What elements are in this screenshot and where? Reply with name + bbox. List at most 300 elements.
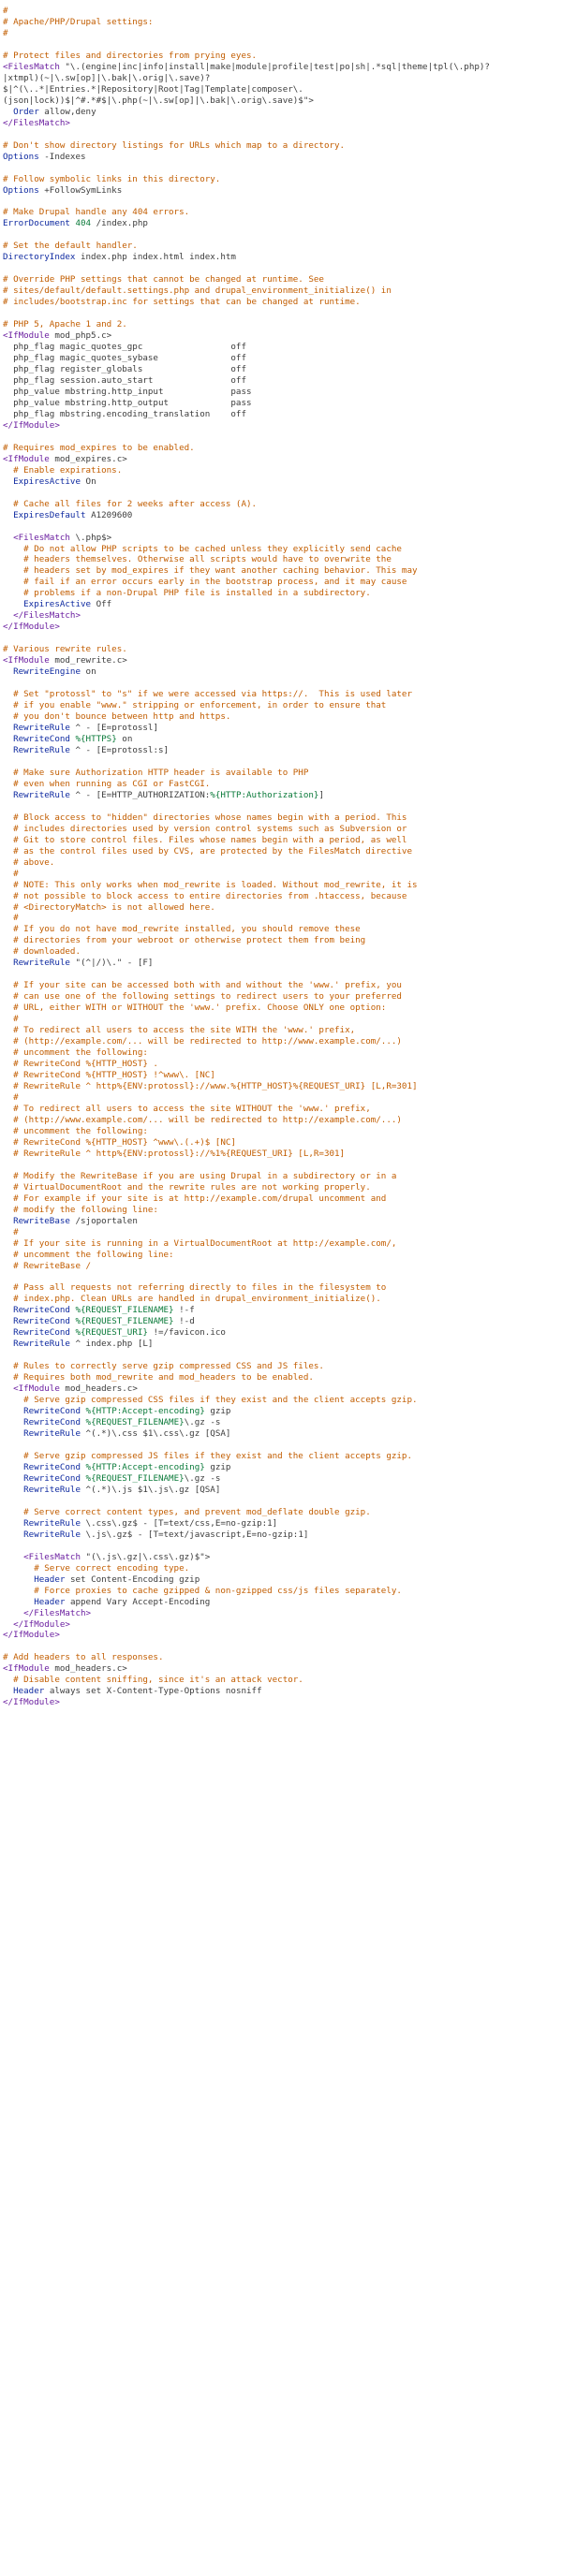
comment-text: # Set "protossl" to "s" if we were accessed via https://. This is used later: [3, 689, 412, 700]
comment-text: # Make Drupal handle any 404 errors.: [3, 207, 190, 218]
code-text: [3, 666, 13, 677]
code-line: [3, 163, 562, 174]
code-text: allow,deny: [38, 106, 96, 117]
code-line: [3, 1316, 562, 1327]
comment-text: # Add headers to all responses.: [3, 1652, 164, 1663]
comment-text: # Various rewrite rules.: [3, 644, 127, 655]
code-text: \.gz -s: [184, 1472, 221, 1484]
directive-keyword: Options: [3, 151, 39, 162]
code-text: [3, 476, 13, 487]
code-text: !-f: [173, 1305, 195, 1316]
code-text: /index.php: [91, 218, 148, 229]
code-text: [3, 1216, 13, 1226]
code-line: [3, 1081, 562, 1092]
code-line: [3, 756, 562, 768]
code-line: [3, 1350, 562, 1361]
directive-keyword: RewriteRule: [23, 1517, 81, 1529]
code-line: [3, 1339, 562, 1350]
comment-text: # headers set by mod_expires if they want another caching behavior. This may: [3, 565, 418, 577]
code-line: [3, 465, 562, 476]
code-line: [3, 398, 562, 409]
code-line: [3, 599, 562, 610]
code-line: [3, 285, 562, 297]
code-line: [3, 409, 562, 420]
code-line: [3, 1406, 562, 1417]
code-text: [3, 1619, 13, 1630]
code-line: [3, 1462, 562, 1473]
comment-text: # modify the following line:: [3, 1204, 158, 1215]
code-text: set Content-Encoding gzip: [65, 1573, 200, 1585]
directive-keyword: ExpiresActive: [23, 599, 92, 610]
env-variable: %{REQUEST_URI}: [75, 1327, 148, 1339]
code-line: [3, 241, 562, 252]
code-text: ^(.*)\.css $1\.css\.gz [QSA]: [81, 1428, 231, 1440]
code-text: [3, 745, 13, 755]
code-text: always set X-Content-Type-Options nosniff: [44, 1686, 262, 1697]
code-line: [3, 958, 562, 969]
code-text: php_flag session.auto_start off: [3, 374, 246, 386]
code-line: [3, 152, 562, 163]
env-variable: %{HTTP:Accept-encoding}: [85, 1461, 205, 1472]
directive-keyword: RewriteCond: [13, 1305, 70, 1316]
code-line: [3, 6, 562, 17]
code-line: [3, 554, 562, 565]
comment-text: # Override PHP settings that cannot be changed at runtime. See: [3, 274, 324, 285]
code-line: [3, 218, 562, 229]
directive-keyword: RewriteRule: [23, 1529, 81, 1540]
code-line: [3, 521, 562, 533]
code-line: [3, 1507, 562, 1518]
code-text: [3, 1339, 13, 1349]
comment-text: # PHP 5, Apache 1 and 2.: [3, 319, 127, 330]
directive-keyword: RewriteRule: [13, 789, 70, 800]
directive-keyword: RewriteRule: [13, 723, 70, 733]
code-text: [3, 1552, 23, 1562]
code-line: [3, 1238, 562, 1250]
code-line: [3, 510, 562, 521]
code-line: [3, 1149, 562, 1160]
code-line: [3, 174, 562, 185]
code-text: on: [116, 733, 133, 744]
code-text: -Indexes: [38, 151, 86, 162]
directive-keyword: RewriteRule: [23, 1428, 81, 1440]
number-literal: 404: [75, 218, 92, 229]
code-text: ]: [318, 789, 325, 800]
directive-keyword: ExpiresActive: [13, 476, 81, 487]
code-text: ^ - [E=HTTP_AUTHORIZATION:: [69, 789, 211, 800]
comment-text: # fail if an error occurs early in the bootstrap process, and it may cause: [3, 577, 407, 588]
directive-keyword: RewriteCond: [13, 1327, 70, 1339]
code-line: [3, 1485, 562, 1496]
code-line: [3, 935, 562, 946]
comment-text: # Serve gzip compressed CSS files if they exist and the client accepts gzip.: [3, 1395, 418, 1406]
code-line: [3, 1160, 562, 1171]
comment-text: # Git to store control files. Files whose names begin with a period, as well: [3, 834, 407, 845]
code-line: [3, 1271, 562, 1282]
code-line: [3, 1372, 562, 1383]
code-line: [3, 1686, 562, 1697]
section-tag: <IfModule: [3, 1663, 50, 1675]
code-line: [3, 1261, 562, 1272]
code-line: [3, 1440, 562, 1451]
code-text: mod_rewrite.c>: [49, 655, 127, 666]
directive-keyword: RewriteRule: [13, 1339, 70, 1350]
section-tag: <IfModule: [3, 453, 50, 464]
code-line: [3, 1518, 562, 1530]
code-line: [3, 824, 562, 835]
env-variable: %{REQUEST_FILENAME}: [75, 1316, 174, 1327]
comment-text: # If your site is running in a VirtualDocumentRoot at http://example.com/,: [3, 1237, 397, 1249]
code-text: gzip: [204, 1461, 231, 1472]
comment-text: # Modify the RewriteBase if you are using Drupal in a subdirectory or in a: [3, 1170, 397, 1181]
code-line: [3, 229, 562, 241]
comment-text: # Block access to "hidden" directories whose names begin with a period. This: [3, 812, 407, 823]
code-text: A1209600: [85, 509, 133, 520]
code-line: [3, 1227, 562, 1238]
section-tag: <FilesMatch: [23, 1551, 81, 1562]
directive-keyword: Order: [13, 106, 39, 117]
code-line: [3, 622, 562, 633]
code-text: [3, 1305, 13, 1315]
comment-text: # RewriteRule ^ http%{ENV:protossl}://%1%{REQUEST_URI} [L,R=301]: [3, 1148, 346, 1159]
code-line: [3, 185, 562, 197]
code-line: [3, 1641, 562, 1652]
comment-text: # Disable content sniffing, since it's an attack vector.: [3, 1675, 303, 1686]
directive-keyword: RewriteRule: [13, 958, 70, 969]
comment-text: # RewriteCond %{HTTP_HOST} ^www\.(.+)$ [NC]: [3, 1136, 236, 1148]
code-text: [3, 1518, 23, 1529]
section-tag: </FilesMatch>: [23, 1607, 92, 1618]
code-line: [3, 723, 562, 734]
code-text: mod_headers.c>: [49, 1663, 127, 1675]
directive-keyword: RewriteBase: [13, 1215, 70, 1226]
code-line: [3, 1428, 562, 1440]
comment-text: # as the control files used by CVS, are protected by the FilesMatch directive: [3, 845, 412, 856]
code-line: [3, 499, 562, 510]
code-line: [3, 1574, 562, 1586]
code-text: mod_headers.c>: [59, 1383, 138, 1395]
section-tag: <IfModule: [3, 655, 50, 666]
code-line: [3, 443, 562, 454]
code-line: [3, 1250, 562, 1261]
comment-text: # For example if your site is at http://example.com/drupal uncomment and: [3, 1193, 387, 1204]
code-text: (json|lock))$|^#.*#$|\.php(~|\.sw[op]|\.bak|\.orig\.save)$">: [3, 95, 314, 106]
comment-text: # Do not allow PHP scripts to be cached unless they explicitly send cache: [3, 543, 402, 554]
comment-text: # If your site can be accessed both with and without the 'www.' prefix, you: [3, 980, 402, 991]
code-line: [3, 768, 562, 779]
code-text: [3, 1530, 23, 1540]
env-variable: %{REQUEST_FILENAME}: [75, 1305, 174, 1316]
code-line: [3, 129, 562, 140]
code-line: [3, 1619, 562, 1631]
code-text: [3, 1485, 23, 1495]
code-text: [3, 958, 13, 968]
code-line: [3, 84, 562, 95]
comment-text: #: [3, 1091, 19, 1103]
code-text: [3, 1316, 13, 1326]
code-line: [3, 1630, 562, 1641]
comment-text: # Serve gzip compressed JS files if they exist and the client accepts gzip.: [3, 1450, 412, 1461]
code-line: [3, 1417, 562, 1428]
code-line: [3, 846, 562, 857]
code-line: [3, 330, 562, 342]
code-line: [3, 1541, 562, 1552]
section-tag: </IfModule>: [3, 1630, 60, 1641]
code-text: [3, 1327, 13, 1338]
code-line: [3, 1395, 562, 1406]
section-tag: </IfModule>: [13, 1618, 70, 1630]
code-text: [3, 1608, 23, 1618]
code-text: php_flag magic_quotes_sybase off: [3, 353, 246, 364]
code-text: append Vary Accept-Encoding: [65, 1596, 211, 1607]
code-text: [3, 734, 13, 744]
code-line: [3, 1530, 562, 1541]
code-text: index.php index.html index.htm: [75, 252, 236, 263]
comment-text: # Apache/PHP/Drupal settings:: [3, 16, 154, 27]
code-line: [3, 544, 562, 555]
code-line: [3, 1047, 562, 1059]
code-text: "(^|/)\." - [F]: [69, 958, 154, 969]
code-line: [3, 1451, 562, 1462]
directive-keyword: RewriteRule: [13, 744, 70, 755]
comment-text: # NOTE: This only works when mod_rewrite is loaded. Without mod_rewrite, it is: [3, 879, 418, 890]
code-text: ^ index.php [L]: [69, 1339, 154, 1350]
code-text: [3, 1417, 23, 1427]
code-line: [3, 17, 562, 28]
code-text: ^ - [E=protossl:s]: [69, 744, 170, 755]
code-line: [3, 454, 562, 465]
code-line: [3, 51, 562, 62]
section-tag: </FilesMatch>: [13, 610, 81, 622]
code-line: [3, 711, 562, 723]
code-line: [3, 1282, 562, 1294]
code-line: [3, 476, 562, 488]
code-line: [3, 252, 562, 263]
env-variable: %{HTTP:Accept-encoding}: [85, 1406, 205, 1417]
code-line: [3, 1496, 562, 1507]
code-line: [3, 39, 562, 51]
code-line: [3, 924, 562, 935]
code-text: ^ - [E=protossl]: [69, 723, 158, 733]
code-line: [3, 655, 562, 666]
comment-text: # If you do not have mod_rewrite installed, you should remove these: [3, 924, 361, 935]
comment-text: #: [3, 1226, 19, 1237]
code-text: +FollowSymLinks: [38, 184, 123, 196]
code-line: [3, 1104, 562, 1115]
code-line: [3, 1216, 562, 1227]
comment-text: # you don't bounce between http and https.: [3, 711, 231, 723]
comment-text: # uncomment the following:: [3, 1125, 148, 1136]
directive-keyword: ErrorDocument: [3, 218, 70, 229]
code-line: [3, 1193, 562, 1205]
comment-text: # includes/bootstrap.inc for settings that can be changed at runtime.: [3, 297, 361, 308]
section-tag: </IfModule>: [3, 419, 60, 431]
code-line: [3, 644, 562, 655]
code-line: [3, 980, 562, 991]
code-line: [3, 533, 562, 544]
code-line: [3, 1036, 562, 1047]
code-line: [3, 118, 562, 129]
code-line: [3, 1663, 562, 1675]
comment-text: # not possible to block access to entire directories from .htaccess, because: [3, 890, 407, 901]
comment-text: # headers themselves. Otherwise all scripts would have to overwrite the: [3, 554, 392, 565]
code-line: [3, 1586, 562, 1597]
code-line: [3, 140, 562, 152]
code-line: [3, 790, 562, 801]
code-line: [3, 387, 562, 398]
comment-text: # RewriteCond %{HTTP_HOST} !^www\. [NC]: [3, 1070, 215, 1081]
comment-text: # Enable expirations.: [3, 464, 123, 476]
code-line: [3, 1473, 562, 1485]
code-line: [3, 1092, 562, 1104]
comment-text: # Cache all files for 2 weeks after access (A).: [3, 498, 258, 509]
code-line: [3, 1608, 562, 1619]
code-line: [3, 196, 562, 207]
code-line: [3, 73, 562, 84]
code-text: [3, 610, 13, 621]
comment-text: # To redirect all users to access the site WITHOUT the 'www.' prefix,: [3, 1103, 371, 1114]
code-text: $|^(\..*|Entries.*|Repository|Root|Tag|Template|composer\.: [3, 83, 303, 95]
directive-keyword: RewriteCond: [13, 1316, 70, 1327]
section-tag: </IfModule>: [3, 1697, 60, 1708]
code-line: [3, 610, 562, 622]
code-text: [3, 107, 13, 117]
code-line: [3, 835, 562, 846]
code-line: [3, 1294, 562, 1305]
code-text: \.php$>: [69, 532, 112, 543]
env-variable: %{REQUEST_FILENAME}: [85, 1472, 185, 1484]
code-line: [3, 1597, 562, 1608]
section-tag: <IfModule: [3, 330, 50, 342]
comment-text: # Force proxies to cache gzipped & non-gzipped css/js files separately.: [3, 1585, 402, 1596]
code-text: \.gz -s: [184, 1417, 221, 1428]
code-text: php_flag register_globals off: [3, 364, 246, 374]
code-line: [3, 1025, 562, 1036]
code-line: [3, 375, 562, 387]
code-line: [3, 28, 562, 39]
code-text: [3, 599, 23, 609]
code-line: [3, 779, 562, 790]
code-text: [3, 533, 13, 543]
comment-text: # RewriteCond %{HTTP_HOST} .: [3, 1059, 158, 1070]
code-line: [3, 891, 562, 902]
code-line: [3, 689, 562, 700]
code-line: [3, 745, 562, 756]
comment-text: # downloaded.: [3, 946, 81, 958]
directive-keyword: DirectoryIndex: [3, 252, 76, 263]
code-line: [3, 991, 562, 1003]
comment-text: # Rules to correctly serve gzip compressed CSS and JS files.: [3, 1361, 324, 1372]
code-line: [3, 1675, 562, 1686]
code-line: [3, 902, 562, 914]
comment-text: # Protect files and directories from prying eyes.: [3, 50, 258, 61]
comment-text: # RewriteBase /: [3, 1260, 92, 1271]
code-line: [3, 1059, 562, 1070]
comment-text: # index.php. Clean URLs are handled in drupal_environment_initialize().: [3, 1294, 381, 1305]
directive-keyword: RewriteCond: [13, 733, 70, 744]
comment-text: # sites/default/default.settings.php and drupal_environment_initialize() in: [3, 285, 392, 297]
directive-keyword: ExpiresDefault: [13, 509, 86, 520]
code-line: [3, 1563, 562, 1574]
code-text: [3, 723, 13, 733]
code-line: [3, 588, 562, 599]
code-text: !-d: [173, 1316, 195, 1327]
code-line: [3, 1697, 562, 1708]
comment-text: # (http://example.com/... will be redirected to http://www.example.com/...): [3, 1036, 402, 1047]
comment-text: # uncomment the following:: [3, 1047, 148, 1059]
code-line: [3, 869, 562, 880]
section-tag: </IfModule>: [3, 622, 60, 633]
code-line: [3, 1383, 562, 1395]
code-line: [3, 734, 562, 745]
code-line: [3, 1171, 562, 1182]
directive-keyword: RewriteCond: [23, 1472, 81, 1484]
code-line: [3, 432, 562, 443]
code-text: ^(.*)\.js $1\.js\.gz [QSA]: [81, 1484, 221, 1495]
code-line: [3, 342, 562, 353]
code-line: [3, 319, 562, 330]
env-variable: %{HTTP:Authorization}: [210, 789, 319, 800]
code-text: gzip: [204, 1406, 231, 1417]
comment-text: # Make sure Authorization HTTP header is available to PHP: [3, 767, 309, 778]
code-line: [3, 700, 562, 711]
code-text: php_value mbstring.http_input pass: [3, 386, 252, 397]
code-line: [3, 488, 562, 499]
code-line: [3, 308, 562, 319]
code-line: [3, 880, 562, 891]
directive-keyword: RewriteRule: [23, 1484, 81, 1495]
code-line: [3, 364, 562, 375]
comment-text: # URL, either WITH or WITHOUT the 'www.' prefix. Choose ONLY one option:: [3, 1003, 387, 1014]
code-text: [3, 1428, 23, 1439]
comment-text: # Set the default handler.: [3, 241, 138, 252]
code-text: [3, 1686, 13, 1696]
comment-text: # if you enable "www." stripping or enforcement, in order to ensure that: [3, 700, 387, 711]
comment-text: # Requires both mod_rewrite and mod_headers to be enabled.: [3, 1372, 314, 1383]
section-tag: <FilesMatch: [13, 532, 70, 543]
code-text: [3, 1406, 23, 1416]
code-line: [3, 107, 562, 118]
code-line: [3, 1552, 562, 1563]
code-line: [3, 1361, 562, 1372]
code-line: [3, 1115, 562, 1126]
code-line: [3, 577, 562, 588]
code-line: [3, 1126, 562, 1137]
comment-text: # (http://www.example.com/... will be redirected to http://example.com/...): [3, 1114, 402, 1125]
comment-text: # Serve correct content types, and prevent mod_deflate double gzip.: [3, 1506, 371, 1517]
code-line: [3, 1014, 562, 1025]
section-tag: <IfModule: [13, 1383, 60, 1395]
section-tag: </FilesMatch>: [3, 117, 70, 128]
code-line: [3, 1327, 562, 1339]
code-text: |xtmpl)(~|\.sw[op]|\.bak|\.orig|\.save)?: [3, 72, 211, 83]
code-text: "\.(engine|inc|info|install|make|module|profile|test|po|sh|.*sql|theme|tpl(\.php)?: [59, 61, 490, 72]
code-line: [3, 95, 562, 107]
comment-text: # above.: [3, 856, 55, 868]
comment-text: # <DirectoryMatch> is not allowed here.: [3, 901, 215, 913]
code-text: php_flag mbstring.encoding_translation off: [3, 408, 246, 419]
code-line: [3, 666, 562, 678]
code-text: php_flag magic_quotes_gpc off: [3, 342, 246, 353]
comment-text: # VirtualDocumentRoot and the rewrite rules are not working properly.: [3, 1181, 371, 1193]
code-line: [3, 274, 562, 285]
code-text: [3, 1383, 13, 1394]
code-text: On: [81, 476, 96, 487]
code-text: [3, 1574, 34, 1585]
comment-text: # Serve correct encoding type.: [3, 1562, 190, 1573]
directive-keyword: RewriteEngine: [13, 666, 81, 678]
code-line: [3, 1070, 562, 1081]
